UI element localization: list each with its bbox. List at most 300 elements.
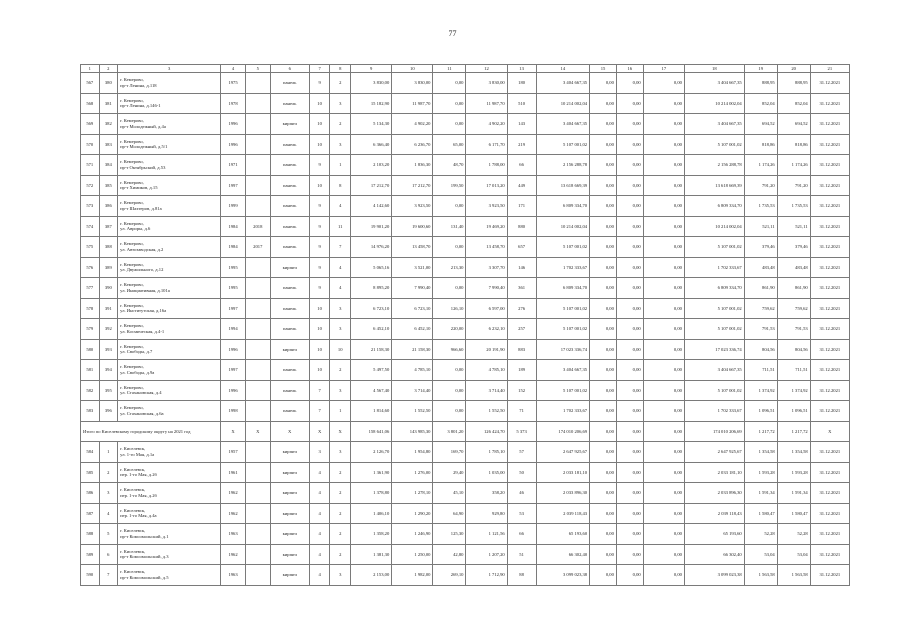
table-cell: 31.12.2021 [810, 462, 849, 483]
table-cell: 4 [99, 503, 118, 524]
table-cell: 1996 [221, 134, 246, 155]
table-cell: 2 [99, 462, 118, 483]
address-street: ул. Авроры, д.6 [120, 226, 151, 232]
address-city: г. Киселевск, [120, 528, 146, 534]
address-cell [118, 401, 221, 422]
table-cell: 10 [309, 134, 330, 155]
table-row [81, 134, 850, 155]
table-row [81, 196, 850, 217]
table-cell: 0,00 [590, 483, 617, 504]
table-cell: 1 374,92 [777, 380, 810, 401]
address-street: пр-т Комсомольский, д.5 [120, 574, 169, 580]
table-cell: 1978 [221, 93, 246, 114]
table-cell: 2 033 181,10 [684, 462, 744, 483]
address-street: ул. Свободы, д.7 [120, 349, 153, 355]
table-cell: 0,00 [433, 114, 466, 135]
table-cell: 0,00 [616, 257, 643, 278]
address-city: г. Киселевск, [120, 487, 146, 493]
address-cell [118, 257, 221, 278]
table-cell: 1961 [221, 462, 246, 483]
table-cell: 577 [81, 278, 100, 299]
table-cell: 804,56 [744, 339, 777, 360]
table-cell: 694,52 [744, 114, 777, 135]
table-cell: 6 809 334,70 [536, 196, 590, 217]
table-cell: X [330, 421, 351, 442]
table-cell: 6 809 334,70 [684, 278, 744, 299]
table-cell: 3 404 667,35 [536, 360, 590, 381]
table-cell: 572 [81, 175, 100, 196]
address-city: г. Киселевск, [120, 446, 146, 452]
address-city: г. Кемерово, [120, 159, 144, 165]
table-cell: 169,70 [433, 442, 466, 463]
table-cell: 3 404 667,35 [684, 73, 744, 94]
table-cell: 0,00 [616, 93, 643, 114]
table-cell: 0,00 [643, 319, 684, 340]
table-cell: 0,00 [616, 462, 643, 483]
table-cell: 13 458,70 [392, 237, 433, 258]
table-cell: 1 276,00 [392, 462, 433, 483]
table-cell: 2 [330, 360, 351, 381]
table-cell: 1 593,28 [777, 462, 810, 483]
table-cell: 588 [81, 524, 100, 545]
table-cell: кирпич [270, 257, 309, 278]
table-cell: 174 010 206,69 [684, 421, 744, 442]
table-cell: 7 [330, 237, 351, 258]
table-cell: кирпич [270, 503, 309, 524]
table-cell: 4 [309, 503, 330, 524]
table-cell: 0,00 [590, 401, 617, 422]
address-city: г. Кемерово, [120, 220, 144, 226]
table-cell: 1 381,30 [351, 544, 392, 565]
table-row [81, 257, 850, 278]
table-cell: 66 302,40 [536, 544, 590, 565]
table-cell: 888,95 [744, 73, 777, 94]
table-cell: 0,00 [590, 360, 617, 381]
column-header: 13 [507, 65, 536, 73]
table-cell: 380 [99, 73, 118, 94]
table-cell: 0,00 [616, 175, 643, 196]
table-cell: кирпич [270, 524, 309, 545]
address-cell [118, 73, 221, 94]
table-cell: 1 217,72 [777, 421, 810, 442]
table-cell: 3 [309, 442, 330, 463]
table-cell: 1 552,50 [466, 401, 507, 422]
table-cell [245, 175, 270, 196]
table-cell: 0,00 [643, 544, 684, 565]
address-street: ул. Инициативная, д.101а [120, 287, 170, 293]
table-cell: панель [270, 360, 309, 381]
table-cell: 2 [330, 544, 351, 565]
table-cell: 11 [330, 216, 351, 237]
table-cell: 46 [507, 483, 536, 504]
table-cell: 1 954,80 [392, 442, 433, 463]
table-cell: 0,00 [590, 442, 617, 463]
table-cell [245, 196, 270, 217]
table-cell: 567 [81, 73, 100, 94]
column-header: 11 [433, 65, 466, 73]
header-row [81, 65, 850, 73]
table-cell: 53,04 [744, 544, 777, 565]
table-cell: X [245, 421, 270, 442]
table-cell: 1996 [221, 339, 246, 360]
table-cell: 1 354,58 [777, 442, 810, 463]
table-cell: 759,62 [777, 298, 810, 319]
table-cell: панель [270, 319, 309, 340]
table-cell: 1963 [221, 524, 246, 545]
table-cell: 3 [330, 442, 351, 463]
table-cell: 852,04 [777, 93, 810, 114]
table-cell: 1 814,60 [351, 401, 392, 422]
address-cell [118, 442, 221, 463]
address-cell [118, 298, 221, 319]
table-cell: 0,00 [616, 421, 643, 442]
table-cell: 1 406,10 [351, 503, 392, 524]
table-cell: 880 [507, 216, 536, 237]
table-cell: 9 [309, 155, 330, 176]
table-cell: 0,00 [643, 421, 684, 442]
table-cell: 4 785,10 [392, 360, 433, 381]
table-cell: 17 212,70 [392, 175, 433, 196]
table-cell: 580 [81, 339, 100, 360]
table-cell: 0,00 [433, 93, 466, 114]
table-cell: 382 [99, 114, 118, 135]
table-cell: 2 153,00 [351, 565, 392, 586]
address-cell [118, 360, 221, 381]
table-cell [245, 360, 270, 381]
table-cell: 71 [507, 401, 536, 422]
table-cell: 393 [99, 339, 118, 360]
table-cell: 570 [81, 134, 100, 155]
table-cell: 5 107 001,02 [684, 298, 744, 319]
table-cell [245, 73, 270, 94]
table-cell: 0,00 [643, 565, 684, 586]
table-cell: кирпич [270, 565, 309, 586]
column-header: 16 [616, 65, 643, 73]
table-cell: 5 497,50 [351, 360, 392, 381]
table-cell: 1 [330, 401, 351, 422]
column-header: 2 [99, 65, 118, 73]
table-cell: 0,00 [616, 73, 643, 94]
table-row [81, 175, 850, 196]
table-cell: 31.12.2021 [810, 565, 849, 586]
table-cell: 0,00 [643, 93, 684, 114]
address-street: ул. Автозаводская, д.2 [120, 246, 164, 252]
table-cell: 0,00 [643, 134, 684, 155]
table-cell: 5 065,16 [351, 257, 392, 278]
table-cell: 5 107 001,02 [684, 134, 744, 155]
table-cell: 3 830,00 [466, 73, 507, 94]
table-row [81, 462, 850, 483]
address-street: пр-т Шахтеров, д.81а [120, 205, 162, 211]
table-cell: 2 039 118,43 [536, 503, 590, 524]
table-cell: 0,00 [590, 237, 617, 258]
table-cell: 126,10 [433, 298, 466, 319]
table-cell: 791,53 [777, 319, 810, 340]
column-header: 1 [81, 65, 100, 73]
table-cell: 5 107 001,02 [536, 380, 590, 401]
table-cell: 11 987,70 [392, 93, 433, 114]
table-cell: 0,00 [643, 155, 684, 176]
table-cell: 15 182,90 [351, 93, 392, 114]
table-cell: 65 193,60 [536, 524, 590, 545]
table-cell: 0,00 [616, 565, 643, 586]
table-cell: 1971 [221, 155, 246, 176]
table-cell: 1962 [221, 483, 246, 504]
table-cell: 0,00 [590, 216, 617, 237]
table-cell [245, 257, 270, 278]
address-city: г. Кемерово, [120, 241, 144, 247]
table-cell: 31.12.2021 [810, 114, 849, 135]
table-cell: кирпич [270, 483, 309, 504]
table-cell: 4 902,20 [392, 114, 433, 135]
table-cell: панель [270, 216, 309, 237]
table-cell: 711,51 [744, 360, 777, 381]
table-cell: панель [270, 73, 309, 94]
table-cell: 7 990,40 [392, 278, 433, 299]
table-cell: 1 735,53 [744, 196, 777, 217]
address-street: ул. Двужильного, д.12 [120, 267, 164, 273]
table-cell: 5 107 001,02 [536, 319, 590, 340]
table-cell: 694,52 [777, 114, 810, 135]
table-cell: 21 158,30 [351, 339, 392, 360]
table-cell: 13 618 669,39 [536, 175, 590, 196]
table-cell: 791,20 [777, 175, 810, 196]
table-cell: 3 404 667,35 [684, 114, 744, 135]
column-header: 18 [684, 65, 744, 73]
table-cell: 4 902,20 [466, 114, 507, 135]
address-city: г. Киселевск, [120, 569, 146, 575]
table-cell: 0,00 [616, 298, 643, 319]
table-cell: 5 107 001,02 [536, 134, 590, 155]
table-cell: 1997 [221, 175, 246, 196]
address-cell [118, 175, 221, 196]
table-cell: 52,28 [744, 524, 777, 545]
table-cell: 1998 [221, 401, 246, 422]
table-cell: 0,00 [616, 483, 643, 504]
table-cell: 143 [507, 114, 536, 135]
table-cell: 387 [99, 216, 118, 237]
table-row [81, 360, 850, 381]
address-cell [118, 565, 221, 586]
table-cell: 1963 [221, 565, 246, 586]
table-cell: 31.12.2021 [810, 278, 849, 299]
table-cell: 4 142,60 [351, 196, 392, 217]
table-cell: 10 214 002,04 [684, 93, 744, 114]
table-cell: панель [270, 175, 309, 196]
table-cell: 31.12.2021 [810, 93, 849, 114]
table-cell: 0,00 [616, 196, 643, 217]
table-cell: 0,00 [433, 196, 466, 217]
address-cell [118, 196, 221, 217]
table-cell: 0,00 [590, 73, 617, 94]
table-cell: панель [270, 93, 309, 114]
table-cell [245, 544, 270, 565]
table-cell: 3 404 667,35 [684, 360, 744, 381]
table-cell: 0,00 [590, 319, 617, 340]
table-cell: 521,11 [744, 216, 777, 237]
address-street: пер. 1-го Мая, д.4а [120, 513, 157, 519]
table-cell: 1 788,00 [466, 155, 507, 176]
table-cell: 6 452,10 [392, 319, 433, 340]
table-cell: 1962 [221, 544, 246, 565]
table-cell: 158 641,06 [351, 421, 392, 442]
table-cell: 0,00 [616, 237, 643, 258]
table-cell: 575 [81, 237, 100, 258]
table-cell: 1 [330, 155, 351, 176]
table-row [81, 503, 850, 524]
table-cell: 573 [81, 196, 100, 217]
table-cell: 0,00 [643, 114, 684, 135]
table-cell: 0,00 [616, 319, 643, 340]
table-cell: 31.12.2021 [810, 442, 849, 463]
table-cell: 483,48 [777, 257, 810, 278]
table-cell: 0,00 [643, 175, 684, 196]
address-cell [118, 237, 221, 258]
table-cell: 21 158,30 [392, 339, 433, 360]
table-cell: 0,00 [433, 401, 466, 422]
table-cell: 392 [99, 319, 118, 340]
address-cell [118, 278, 221, 299]
table-cell: 388 [99, 237, 118, 258]
address-cell [118, 216, 221, 237]
address-city: г. Кемерово, [120, 364, 144, 370]
table-cell: 3 923,50 [466, 196, 507, 217]
table-cell: 4 [309, 462, 330, 483]
address-cell [118, 483, 221, 504]
table-cell: кирпич [270, 442, 309, 463]
address-cell [118, 319, 221, 340]
table-cell: 174 010 206,69 [536, 421, 590, 442]
address-cell [118, 544, 221, 565]
address-street: пр-т Ленина, д.146-1 [120, 103, 161, 109]
table-cell: кирпич [270, 544, 309, 565]
table-cell: 6 723,10 [392, 298, 433, 319]
table-cell: 966,60 [433, 339, 466, 360]
table-cell: 861,90 [744, 278, 777, 299]
table-cell: 31.12.2021 [810, 155, 849, 176]
table-cell: 0,00 [590, 544, 617, 565]
table-cell: 4 [309, 483, 330, 504]
table-cell: 2 [330, 483, 351, 504]
table-cell: 17 013,20 [466, 175, 507, 196]
address-city: г. Киселевск, [120, 548, 146, 554]
table-cell: 31.12.2021 [810, 360, 849, 381]
address-cell [118, 462, 221, 483]
table-cell: 4 [330, 278, 351, 299]
table-cell: 929,80 [466, 503, 507, 524]
table-cell: 861,90 [777, 278, 810, 299]
table-cell: 220,00 [433, 319, 466, 340]
table-cell: 0,00 [616, 380, 643, 401]
table-cell: 379,46 [744, 237, 777, 258]
table-cell: 1 593,28 [744, 462, 777, 483]
table-cell: 10 [309, 339, 330, 360]
table-row [81, 237, 850, 258]
table-cell: 4 567,40 [351, 380, 392, 401]
table-cell: 1 735,53 [777, 196, 810, 217]
table-cell: 2 033 896,30 [536, 483, 590, 504]
table-cell: 13 458,70 [466, 237, 507, 258]
table-cell: 1 217,72 [744, 421, 777, 442]
table-cell: 6 597,00 [466, 298, 507, 319]
table-cell: 31.12.2021 [810, 483, 849, 504]
table-cell: 19 469,20 [466, 216, 507, 237]
table-cell: 0,00 [643, 401, 684, 422]
table-cell: 3 [330, 380, 351, 401]
table-cell: 2 039 118,43 [684, 503, 744, 524]
table-cell: 126 424,70 [466, 421, 507, 442]
table-cell: 1 290,20 [392, 503, 433, 524]
table-cell: 3 [330, 93, 351, 114]
table-cell [245, 380, 270, 401]
table-cell: 759,62 [744, 298, 777, 319]
table-cell: 4 785,10 [466, 360, 507, 381]
table-cell: 10 214 002,04 [684, 216, 744, 237]
table-cell: 395 [99, 380, 118, 401]
table-cell: 171 [507, 196, 536, 217]
table-cell: 1996 [221, 114, 246, 135]
table-cell: 0,00 [433, 73, 466, 94]
table-cell: 9 [309, 196, 330, 217]
table-cell: 6 723,10 [351, 298, 392, 319]
table-cell: 3 714,40 [392, 380, 433, 401]
table-cell: 1 591,34 [777, 483, 810, 504]
table-cell: 3 801,20 [433, 421, 466, 442]
table-cell: 11 987,70 [466, 93, 507, 114]
housing-table [80, 64, 850, 586]
table-cell: 589 [81, 544, 100, 565]
table-cell: 1984 [221, 216, 246, 237]
address-street: пер. 1-го Мая, д.2б [120, 492, 157, 498]
table-cell: 14 976,20 [351, 237, 392, 258]
table-cell: 0,00 [590, 134, 617, 155]
column-header: 8 [330, 65, 351, 73]
table-cell: 66 302,40 [684, 544, 744, 565]
table-cell: 31.12.2021 [810, 134, 849, 155]
table-cell: 31.12.2021 [810, 401, 849, 422]
table-cell: 1 374,92 [744, 380, 777, 401]
table-cell: 2017 [245, 237, 270, 258]
table-cell: 1995 [221, 278, 246, 299]
table-cell: 3 714,40 [466, 380, 507, 401]
table-cell: 31.12.2021 [810, 73, 849, 94]
table-row [81, 483, 850, 504]
table-cell: 379,46 [777, 237, 810, 258]
table-cell: 585 [81, 462, 100, 483]
table-cell: 390 [99, 278, 118, 299]
table-cell: 1 580,47 [777, 503, 810, 524]
table-cell: 10 [309, 360, 330, 381]
table-cell: 0,00 [643, 462, 684, 483]
table-cell: 0,00 [590, 196, 617, 217]
table-cell: 3 [99, 483, 118, 504]
address-street: ул. Свободы, д.9а [120, 369, 155, 375]
table-cell: 7 990,40 [466, 278, 507, 299]
table-cell: 1 982,00 [392, 565, 433, 586]
table-cell: 5 107 001,02 [536, 298, 590, 319]
table-cell: 66 [507, 524, 536, 545]
address-city: г. Киселевск, [120, 507, 146, 513]
table-cell: 852,04 [744, 93, 777, 114]
column-header: 7 [309, 65, 330, 73]
table-cell: 180 [507, 73, 536, 94]
table-cell: 0,00 [590, 421, 617, 442]
table-cell: 584 [81, 442, 100, 463]
table-cell: 3 521,00 [392, 257, 433, 278]
table-cell: 571 [81, 155, 100, 176]
table-cell: 10 [309, 93, 330, 114]
table-cell [245, 483, 270, 504]
